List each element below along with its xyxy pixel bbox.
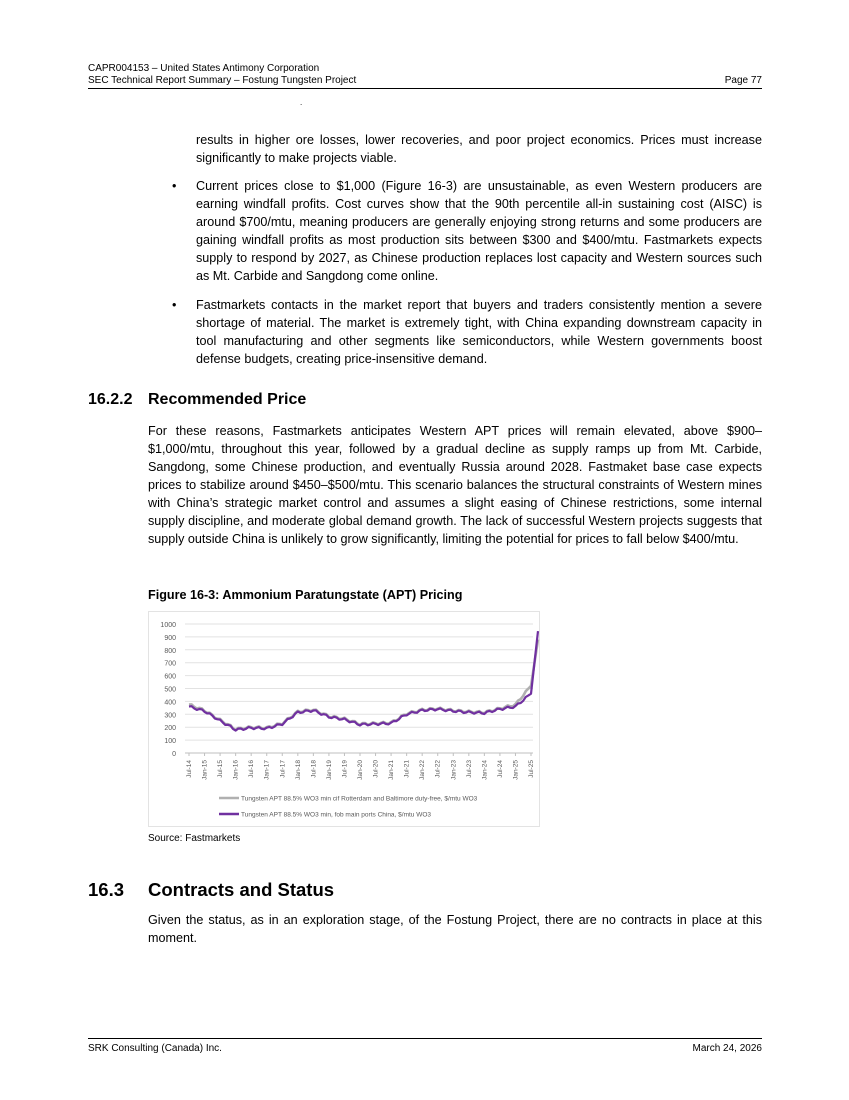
x-tick-label: Jan-15: [201, 760, 209, 780]
header-line-2: [88, 75, 762, 87]
figure-source: Source: Fastmarkets: [148, 833, 241, 844]
header-mark: .: [300, 98, 303, 107]
y-tick-label: 400: [164, 699, 176, 707]
x-tick-label: Jan-24: [481, 760, 489, 780]
x-tick-label: Jan-18: [294, 760, 302, 780]
header-rule: [88, 88, 762, 89]
y-tick-label: 300: [164, 712, 176, 720]
x-tick-label: Jan-19: [325, 760, 333, 780]
x-tick-label: Jul-18: [310, 760, 318, 778]
y-tick-label: 600: [164, 673, 176, 681]
x-tick-label: Jul-20: [372, 760, 380, 778]
bullet-market-shortage: Fastmarkets contacts in the market report that buyers and traders consistently mention a severe shortage of material. The market is extremely tight, with China expanding downstream capacity in tool manufacturing and other segments like semiconductors, while Western governments boost defense budgets, creating price-insensitive demand.: [196, 298, 762, 366]
x-tick-label: Jul-15: [217, 760, 225, 778]
series-line-rotterdam: [189, 640, 538, 731]
y-tick-label: 200: [164, 725, 176, 733]
footer-company: SRK Consulting (Canada) Inc.: [88, 1043, 222, 1054]
x-tick-label: Jul-22: [434, 760, 442, 778]
figure-caption: Figure 16-3: Ammonium Paratungstate (APT) Pricing: [148, 588, 463, 602]
section-title: Contracts and Status: [148, 879, 335, 900]
legend-label: Tungsten APT 88.5% WO3 min, fob main ports China, $/mtu WO3: [241, 811, 432, 819]
x-tick-label: Jul-24: [496, 760, 504, 778]
legend-label: Tungsten APT 88.5% WO3 min cif Rotterdam and Baltimore duty-free, $/mtu WO3: [241, 795, 478, 803]
y-tick-label: 800: [164, 647, 176, 655]
section-heading-16-3: [88, 879, 334, 901]
header-report-id: CAPR004153 – United States Antimony Corporation: [88, 63, 320, 74]
bullet-current-prices: Current prices close to $1,000 (Figure 16-3) are unsustainable, as even Western producers are earning windfall profits. Cost curves show that the 90th percentile all-in sustaining cost (AISC) is around $700/mtu, meaning producers are generally enjoying strong returns and some producers are gaining windfall profits as most production sits between $300 and $400/mtu. Fastmarkets expects supply to respond by 2027, as Chinese production replaces lost capacity and Western sources such as Mt. Carbide and Sangdong come online.: [196, 179, 762, 283]
bullet-glyph-2: •: [172, 298, 177, 312]
page-header: [88, 63, 762, 87]
x-tick-label: Jan-20: [357, 760, 364, 780]
section-title: Recommended Price: [148, 391, 307, 408]
series-line-china: [189, 631, 538, 731]
x-tick-label: Jan-23: [450, 760, 458, 780]
x-tick-label: Jul-19: [341, 760, 349, 778]
section-heading-16-2-2: [88, 390, 306, 410]
page-number: Page 77: [724, 75, 762, 86]
x-tick-label: Jul-17: [279, 760, 287, 778]
y-tick-label: 0: [172, 751, 176, 758]
intro-paragraph: results in higher ore losses, lower recoveries, and poor project economics. Prices must increase significantly to make projects viable.: [196, 133, 762, 165]
x-tick-label: Jan-17: [263, 760, 271, 780]
footer-date: March 24, 2026: [692, 1043, 762, 1054]
x-tick-label: Jan-22: [419, 760, 427, 780]
section-number: 16.3: [88, 879, 125, 900]
chart-svg: [149, 612, 541, 828]
page-footer: [88, 1043, 762, 1055]
recommended-price-paragraph: For these reasons, Fastmarkets anticipates Western APT prices will remain elevated, above $900–$1,000/mtu, throughout this year, followed by a gradual decline as supply ramps up from Mt. Carbide, Sangdong, some Chinese production, and eventually Russia around 2028. Fastmaket base case expects prices to stabilize around $450–$500/mtu. This scenario balances the structural constraints of Western mines with China’s strategic market control and assumes a slight easing of Chinese restrictions, some internal supply discipline, and moderate global demand growth. The lack of successful Western projects suggests that supply outside China is unlikely to grow significantly, limiting the potential for prices to fall below $400/mtu.: [148, 424, 762, 546]
x-tick-label: Jan-16: [232, 760, 240, 780]
y-tick-label: 700: [164, 660, 176, 668]
contracts-paragraph: Given the status, as in an exploration stage, of the Fostung Project, there are no contracts in place at this moment.: [148, 913, 762, 945]
bullet-glyph-1: •: [172, 179, 177, 193]
x-tick-label: Jul-14: [186, 760, 193, 778]
y-tick-label: 100: [164, 738, 176, 746]
header-report-title: SEC Technical Report Summary – Fostung Tungsten Project: [88, 75, 357, 86]
footer-rule: [88, 1038, 762, 1039]
y-tick-label: 500: [164, 686, 176, 694]
x-tick-label: Jul-25: [528, 760, 535, 778]
apt-pricing-chart: [148, 611, 540, 827]
y-tick-label: 900: [164, 634, 176, 642]
x-tick-label: Jan-21: [388, 760, 396, 780]
x-tick-label: Jul-16: [248, 760, 256, 778]
x-tick-label: Jan-25: [512, 760, 520, 780]
x-tick-label: Jul-21: [403, 760, 411, 778]
section-number: 16.2.2: [88, 391, 133, 408]
y-tick-label: 1000: [160, 622, 176, 629]
x-tick-label: Jul-23: [465, 760, 473, 778]
